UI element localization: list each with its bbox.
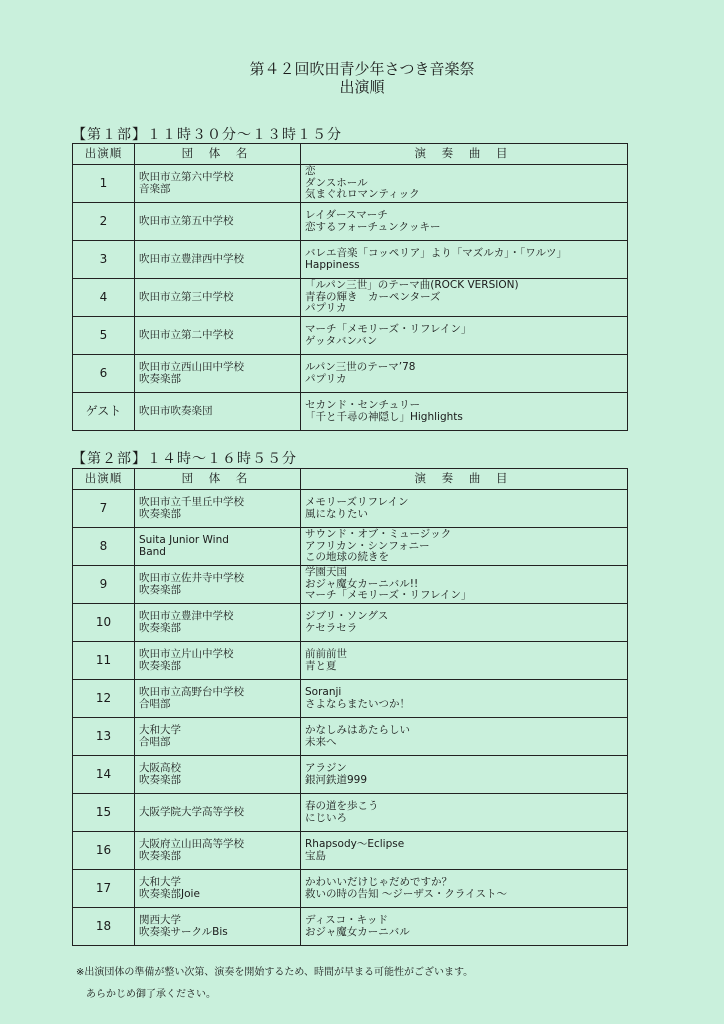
table-row [73,604,628,642]
table-row [73,870,628,908]
table-row [73,528,628,566]
pieces-cell: かわいいだけじゃだめですか？ 救いの時の告知 ～ジーザス・クライスト～ [301,870,628,908]
table-header-row [73,144,628,165]
group-cell: 吹田市立高野台中学校 合唱部 [135,680,301,718]
order-cell: 4 [73,279,135,317]
order-cell: 16 [73,832,135,870]
festival-title: 第４２回吹田青少年さつき音楽祭 [249,60,475,78]
header-group: 団 体 名 [135,144,301,165]
notice [76,962,473,1006]
group-cell: 関西大学 吹奏楽サークルBis [135,908,301,946]
group-cell: 吹田市立西山田中学校 吹奏楽部 [135,355,301,393]
group-cell: 吹田市立第三中学校 [135,279,301,317]
group-cell: 吹田市立第二中学校 [135,317,301,355]
group-cell: 大和大学 合唱部 [135,718,301,756]
order-cell: 1 [73,165,135,203]
group-cell: 大和大学 吹奏楽部Joie [135,870,301,908]
notice-line-2: あらかじめ御了承ください。 [86,989,216,1000]
table-row [73,279,628,317]
table-header-row [73,469,628,490]
pieces-cell: ルパン三世のテーマ’78 パプリカ [301,355,628,393]
table-row [73,756,628,794]
table-row [73,566,628,604]
order-cell: 11 [73,642,135,680]
order-cell: 12 [73,680,135,718]
order-cell: ゲスト [73,393,135,431]
part1-table [72,143,628,431]
table-row [73,832,628,870]
table-row [73,393,628,431]
part1-heading: 【第１部】１１時３０分～１３時１５分 [72,127,342,143]
pieces-cell: ディスコ・キッド おジャ魔女カーニバル [301,908,628,946]
group-cell: 吹田市立第五中学校 [135,203,301,241]
order-cell: 13 [73,718,135,756]
order-cell: 9 [73,566,135,604]
order-cell: 7 [73,490,135,528]
header-order: 出演順 [73,144,135,165]
pieces-cell: かなしみはあたらしい 未来へ [301,718,628,756]
group-cell: 吹田市立豊津西中学校 [135,241,301,279]
group-cell: 吹田市立佐井寺中学校 吹奏楽部 [135,566,301,604]
header-pieces: 演 奏 曲 目 [301,469,628,490]
table-row [73,490,628,528]
table-row [73,203,628,241]
table-row [73,355,628,393]
header-pieces: 演 奏 曲 目 [301,144,628,165]
table-row [73,794,628,832]
group-cell: 吹田市立第六中学校 音楽部 [135,165,301,203]
group-cell: 大阪高校 吹奏楽部 [135,756,301,794]
pieces-cell: ジブリ・ソングス ケセラセラ [301,604,628,642]
table-row [73,680,628,718]
pieces-cell: メモリーズリフレイン 風になりたい [301,490,628,528]
group-cell: 吹田市立千里丘中学校 吹奏楽部 [135,490,301,528]
order-cell: 18 [73,908,135,946]
group-cell: 大阪学院大学高等学校 [135,794,301,832]
table-row [73,642,628,680]
pieces-cell: サウンド・オブ・ミュージック アフリカン・シンフォニー この地球の続きを [301,528,628,566]
group-cell: 大阪府立山田高等学校 吹奏楽部 [135,832,301,870]
pieces-cell: 春の道を歩こう にじいろ [301,794,628,832]
order-cell: 15 [73,794,135,832]
notice-line-1: ※出演団体の準備が整い次第、演奏を開始するため、時間が早まる可能性がございます。 [76,967,474,978]
table-row [73,317,628,355]
order-cell: 5 [73,317,135,355]
pieces-cell: セカンド・センチュリー 「千と千尋の神隠し」Highlights [301,393,628,431]
table-row [73,165,628,203]
pieces-cell: アラジン 銀河鉄道999 [301,756,628,794]
pieces-cell: Soranji さよならまたいつか！ [301,680,628,718]
pieces-cell: バレエ音楽「コッペリア」より「マズルカ」・「ワルツ」 Happiness [301,241,628,279]
pieces-cell: レイダースマーチ 恋するフォーチュンクッキー [301,203,628,241]
order-cell: 14 [73,756,135,794]
order-cell: 3 [73,241,135,279]
table-row [73,718,628,756]
table-row [73,241,628,279]
order-cell: 2 [73,203,135,241]
header-group: 団 体 名 [135,469,301,490]
order-cell: 8 [73,528,135,566]
group-cell: 吹田市立豊津中学校 吹奏楽部 [135,604,301,642]
order-cell: 10 [73,604,135,642]
group-cell: 吹田市立片山中学校 吹奏楽部 [135,642,301,680]
pieces-cell: 恋 ダンスホール 気まぐれロマンティック [301,165,628,203]
group-cell: 吹田市吹奏楽団 [135,393,301,431]
header-order: 出演順 [73,469,135,490]
program-order-title: 出演順 [339,78,385,96]
table-row [73,908,628,946]
page-title [0,60,724,96]
order-cell: 6 [73,355,135,393]
group-cell: Suita Junior Wind Band [135,528,301,566]
pieces-cell: 学園天国 おジャ魔女カーニバル!! マーチ「メモリーズ・リフレイン」 [301,566,628,604]
part2-table [72,468,628,946]
pieces-cell: 「ルパン三世」のテーマ曲(ROCK VERSION) 青春の輝き カーペンターズ パプリカ [301,279,628,317]
pieces-cell: 前前前世 青と夏 [301,642,628,680]
pieces-cell: Rhapsody～Eclipse 宝島 [301,832,628,870]
part2-heading: 【第２部】１４時～１６時５５分 [72,451,297,467]
order-cell: 17 [73,870,135,908]
pieces-cell: マーチ「メモリーズ・リフレイン」 ゲッタバンバン [301,317,628,355]
